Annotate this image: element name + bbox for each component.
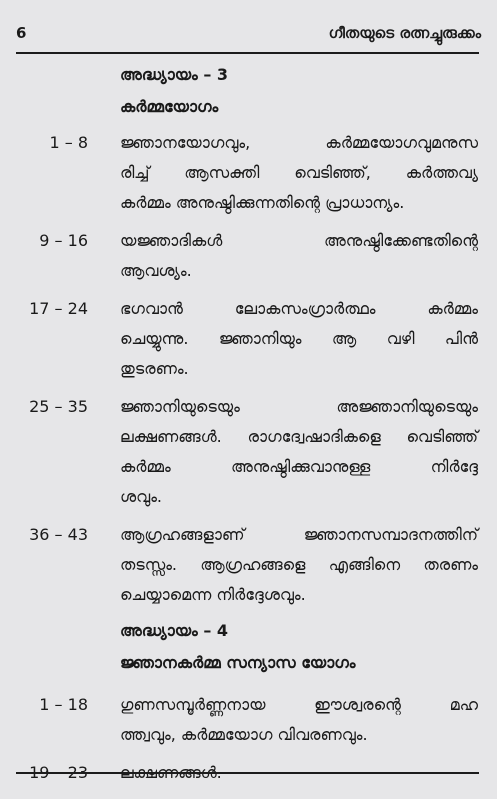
verse-range: 9 – 16 [39,231,88,250]
verse-range: 19 – 23 [29,763,88,782]
summary-line: ലക്ഷണങ്ങൾ. [120,763,222,782]
chapter-label: അദ്ധ്യായം – 3 [120,65,229,84]
page-content [0,58,497,788]
summary-line: ചെയ്യുന്നു. ജ്ഞാനിയും ആ വഴി പിൻ [120,329,478,348]
summary-line: കർമ്മം അനുഷ്ഠിക്കുവാനുള്ള നിർദ്ദേ [120,457,478,476]
verse-range: 1 – 18 [39,695,88,714]
summary-line: രിച്ച് ആസക്തി വെടിഞ്ഞ്, കർത്തവ്യ [120,163,478,182]
verse-summary [120,294,478,384]
verse-entry [0,690,497,750]
chapter-title: ജ്ഞാനകർമ്മ സന്യാസ യോഗം [120,653,356,672]
chapter-section [0,616,497,788]
summary-line: ശവും. [120,487,162,506]
verse-summary [120,392,478,512]
summary-line: ആവശ്യം. [120,261,192,280]
running-title: ഗീതയുടെ രത്നച്ചുരുക്കം [328,24,481,42]
summary-line: ചെയ്യാമെന്ന നിർദ്ദേശവും. [120,585,306,604]
verse-range: 36 – 43 [29,525,88,544]
verse-entry [0,226,497,286]
verse-entry [0,392,497,512]
summary-line: ത്ത്വവും, കർമ്മയോഗ വിവരണവും. [120,725,368,744]
summary-line: ജ്ഞാനയോഗവും, കർമ്മയോഗവുമനുസ [120,133,478,152]
summary-line: ജ്ഞാനിയുടെയും അജ്ഞാനിയുടെയും [120,397,478,416]
summary-line: ലക്ഷണങ്ങൾ. രാഗദ്വേഷാദികളെ വെടിഞ്ഞ് [120,427,478,446]
summary-line: യജ്ഞാദികൾ അനുഷ്ഠിക്കേണ്ടതിന്റെ [120,231,478,250]
summary-line: തുടരണം. [120,359,189,378]
verse-range: 17 – 24 [29,299,88,318]
footer-rule [16,772,479,774]
summary-line: തടസ്സം. ആഗ്രഹങ്ങളെ എങ്ങിനെ തരണം [120,555,478,574]
summary-line: ഭഗവാൻ ലോകസംഗ്രാർത്ഥം കർമ്മം [120,299,478,318]
verse-entry [0,520,497,610]
verse-range: 1 – 8 [49,133,88,152]
chapter-title: കർമ്മയോഗം [120,97,219,116]
verse-summary [120,128,478,218]
summary-line: ഗുണസമ്പൂർണ്ണനായ ഈശ്വരന്റെ മഹ [120,695,478,714]
verse-range: 25 – 35 [29,397,88,416]
header-rule [16,52,479,54]
verse-entry [0,294,497,384]
verse-summary [120,690,478,750]
summary-line: ആഗ്രഹങ്ങളാണ് ജ്ഞാനസമ്പാദനത്തിന് [120,525,478,544]
page-number: 6 [16,24,27,42]
chapter-section [0,60,497,610]
verse-summary [120,520,478,610]
page-header [16,18,481,48]
chapter-label: അദ്ധ്യായം – 4 [120,621,229,640]
verse-summary [120,226,478,286]
summary-line: കർമ്മം അനുഷ്ഠിക്കുന്നതിന്റെ പ്രാധാന്യം. [120,193,405,212]
verse-entry [0,128,497,218]
